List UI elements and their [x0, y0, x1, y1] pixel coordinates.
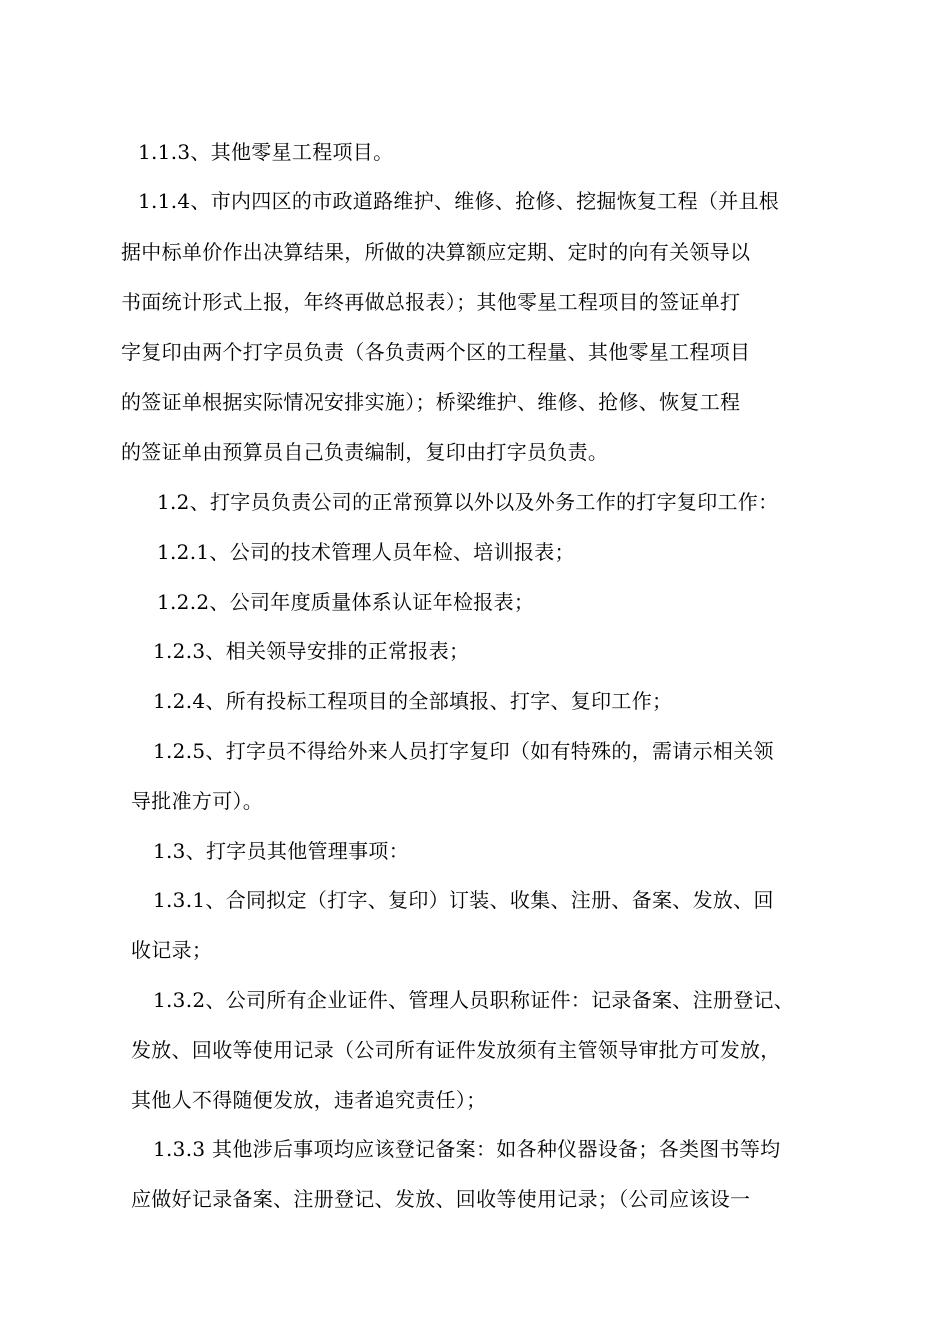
paragraph-line: 1.3、打字员其他管理事项：: [153, 839, 410, 863]
paragraph-line: 1.3.2、公司所有企业证件、管理人员职称证件：记录备案、注册登记、: [153, 988, 795, 1012]
paragraph-line: 据中标单价作出决算结果，所做的决算额应定期、定时的向有关领导以: [121, 240, 751, 264]
paragraph-line: 导批准方可）。: [131, 789, 264, 813]
paragraph-line: 1.3.3 其他涉后事项均应该登记备案：如各种仪器设备；各类图书等均: [153, 1137, 781, 1161]
paragraph-line: 1.2.3、相关领导安排的正常报表；: [153, 639, 470, 663]
paragraph-line: 1.2.5、打字员不得给外来人员打字复印（如有特殊的，需请示相关领: [153, 739, 774, 763]
paragraph-line: 应做好记录备案、注册登记、发放、回收等使用记录；（公司应该设一: [131, 1187, 751, 1211]
paragraph-line: 1.2.2、公司年度质量体系认证年检报表；: [157, 590, 535, 614]
paragraph-line: 的签证单根据实际情况安排实施）；桥梁维护、维修、抢修、恢复工程: [121, 390, 741, 414]
paragraph-line: 1.1.4、市内四区的市政道路维护、维修、抢修、挖掘恢复工程（并且根: [138, 189, 780, 213]
paragraph-line: 1.1.3、其他零星工程项目。: [138, 140, 394, 164]
paragraph-line: 书面统计形式上报，年终再做总报表）；其他零星工程项目的签证单打: [121, 290, 741, 314]
paragraph-line: 字复印由两个打字员负责（各负责两个区的工程量、其他零星工程项目: [121, 340, 751, 364]
paragraph-line: 1.2、打字员负责公司的正常预算以外以及外务工作的打字复印工作：: [157, 490, 779, 514]
paragraph-line: 1.2.4、所有投标工程项目的全部填报、打字、复印工作；: [153, 689, 673, 713]
paragraph-line: 1.3.1、合同拟定（打字、复印）订装、收集、注册、备案、发放、回: [153, 888, 774, 912]
paragraph-line: 1.2.1、公司的技术管理人员年检、培训报表；: [157, 540, 575, 564]
paragraph-line: 发放、回收等使用记录（公司所有证件发放须有主管领导审批方可发放，: [131, 1038, 781, 1062]
paragraph-line: 的签证单由预算员自己负责编制，复印由打字员负责。: [121, 440, 609, 464]
paragraph-line: 收记录；: [131, 938, 213, 962]
paragraph-line: 其他人不得随便发放，违者追究责任）；: [131, 1088, 487, 1112]
